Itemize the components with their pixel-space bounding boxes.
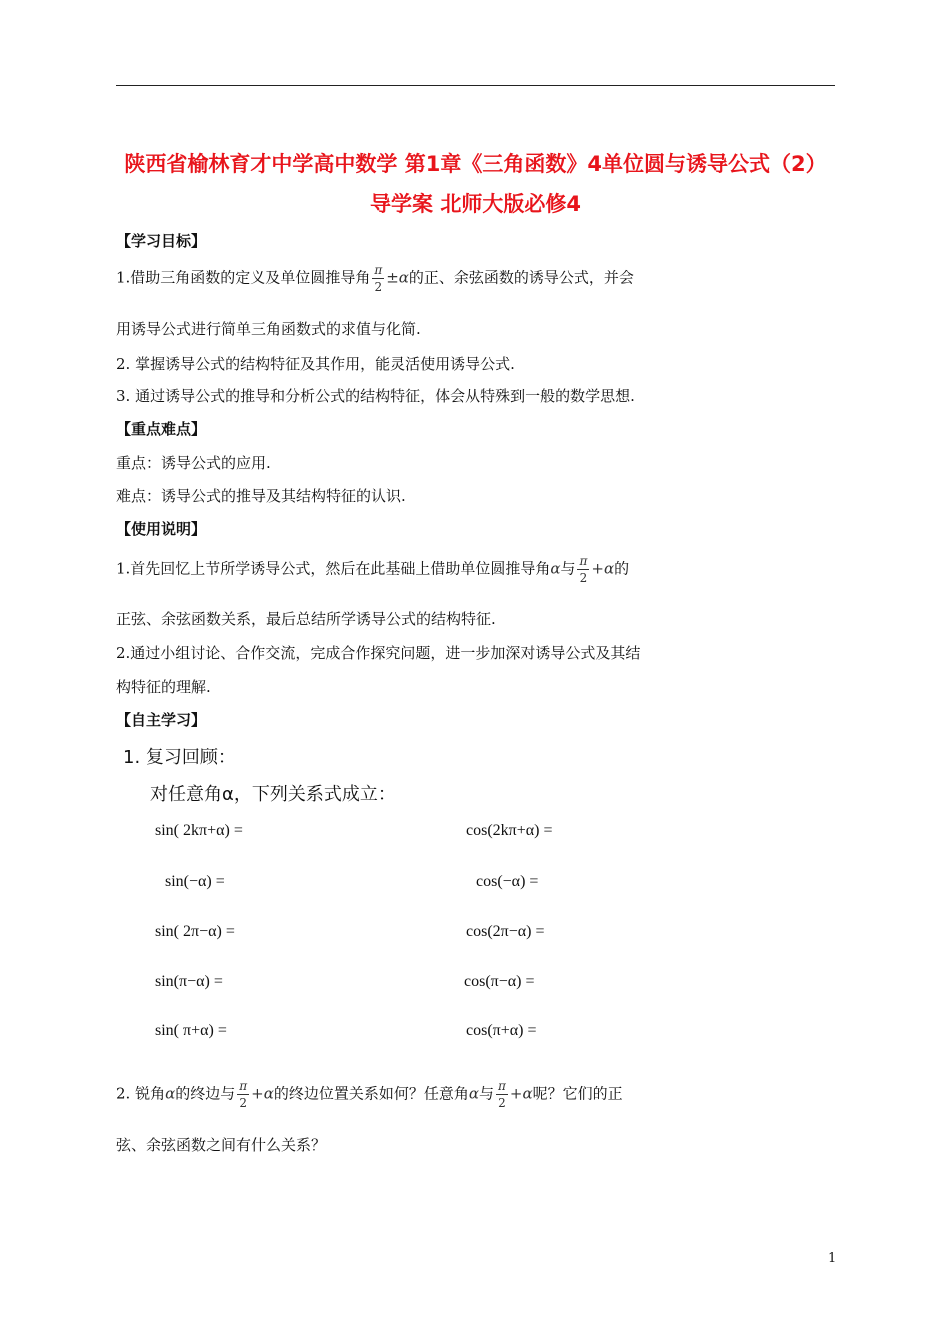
usage-item-2: 2.通过小组讨论、合作交流，完成合作探究问题，进一步加深对诱导公式及其结 — [116, 644, 641, 662]
formula-cos-2kpi-plus-alpha: cos(2kπ+α) = — [466, 822, 553, 839]
title-line-2: 导学案 北师大版必修4 — [370, 192, 581, 216]
formula-sin-pi-minus-alpha: sin(π−α) = — [155, 973, 223, 990]
keypoints-heading: 【重点难点】 — [116, 420, 207, 438]
question-2: 2. 锐角α的终边与 $\frac{\pi}{2}$ +α的终边位置关系如何？任意角α与 $\frac{\pi}{2}$ +α呢？它们的正 — [116, 1079, 623, 1110]
usage-item-2-cont: 构特征的理解. — [116, 678, 211, 696]
formula-sin-2pi-minus-alpha: sin( 2π−α) = — [155, 923, 235, 940]
formula-sin-neg-alpha: sin(−α) = — [165, 873, 225, 890]
selfstudy-heading: 【自主学习】 — [116, 711, 207, 729]
page-number: 1 — [828, 1251, 837, 1266]
goal-item-2: 2. 掌握诱导公式的结构特征及其作用，能灵活使用诱导公式. — [116, 355, 515, 373]
pi-over-2-fraction: $\frac{\pi}{2}$ — [374, 263, 383, 294]
review-label: 1. 复习回顾： — [123, 747, 236, 768]
goal-item-3: 3. 通过诱导公式的推导和分析公式的结构特征，体会从特殊到一般的数学思想. — [116, 387, 635, 405]
formula-sin-pi-plus-alpha: sin( π+α) = — [155, 1022, 227, 1039]
usage-item-1-cont: 正弦、余弦函数关系，最后总结所学诱导公式的结构特征. — [116, 610, 496, 628]
key-point: 重点：诱导公式的应用. — [116, 454, 271, 472]
goal-item-1: 1.借助三角函数的定义及单位圆推导角 $\frac{\pi}{2}$ ±α的正、余弦函数的诱导公式，并会 — [116, 263, 634, 294]
formula-cos-neg-alpha: cos(−α) = — [476, 873, 539, 890]
formula-sin-2kpi-plus-alpha: sin( 2kπ+α) = — [155, 822, 243, 839]
review-intro: 对任意角α，下列关系式成立： — [150, 784, 396, 805]
formula-cos-pi-plus-alpha: cos(π+α) = — [466, 1022, 537, 1039]
usage-heading: 【使用说明】 — [116, 520, 207, 538]
header-rule — [116, 85, 835, 86]
pi-over-2-fraction: $\frac{\pi}{2}$ — [579, 554, 588, 585]
goal-item-1-cont: 用诱导公式进行简单三角函数式的求值与化简. — [116, 320, 421, 338]
formula-cos-pi-minus-alpha: cos(π−α) = — [464, 973, 535, 990]
formula-cos-2pi-minus-alpha: cos(2π−α) = — [466, 923, 545, 940]
title-line-1: 陕西省榆林育才中学高中数学 第1章《三角函数》4单位圆与诱导公式（2） — [124, 152, 827, 176]
difficulty-point: 难点：诱导公式的推导及其结构特征的认识. — [116, 487, 406, 505]
pi-over-2-fraction: $\frac{\pi}{2}$ — [498, 1079, 506, 1110]
pi-over-2-fraction: $\frac{\pi}{2}$ — [239, 1079, 248, 1110]
usage-item-1: 1.首先回忆上节所学诱导公式，然后在此基础上借助单位圆推导角α与 $\frac{\pi}{2}$ +α的 — [116, 554, 630, 585]
question-2-cont: 弦、余弦函数之间有什么关系？ — [116, 1136, 327, 1154]
goals-heading: 【学习目标】 — [116, 232, 207, 250]
